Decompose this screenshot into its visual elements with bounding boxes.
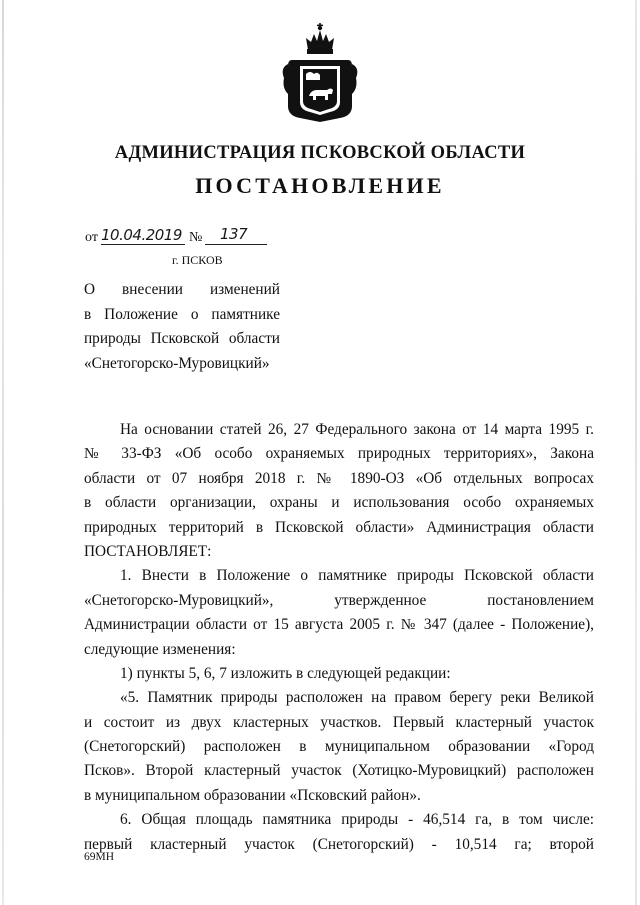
subject-line: «Снетогорско-Муровицкий»: [84, 354, 270, 372]
body-line: природных территорий в Псковской области» Администрация области: [84, 518, 594, 536]
organization-title: АДМИНИСТРАЦИЯ ПСКОВСКОЙ ОБЛАСТИ: [114, 143, 526, 163]
body-line: первый кластерный участок (Снетогорский) - 10,514 га; второй: [84, 835, 594, 853]
body-line: Псков». Второй кластерный участок (Хотицко-Муровицкий) расположен: [84, 762, 594, 780]
date-value: 10.04.2019: [101, 226, 182, 244]
body-line: в области организации, охраны и использования особо охраняемых: [84, 494, 594, 512]
scan-edge-left: [2, 0, 4, 905]
document-body: [84, 418, 594, 857]
body-line: (Снетогорский) расположен в муниципальном образовании «Город: [84, 738, 594, 756]
subject-line: природы Псковской области: [84, 330, 280, 347]
date-prefix: от: [85, 230, 98, 245]
body-line: Администрации области от 15 августа 2005 г. № 347 (далее - Положение),: [84, 616, 594, 634]
body-line: «Снетогорско-Муровицкий», утвержденное постановлением: [84, 591, 594, 609]
document-subject: [84, 278, 280, 376]
registration-line: [85, 225, 285, 247]
body-line: ПОСТАНОВЛЯЕТ:: [84, 542, 212, 560]
pskov-coat-of-arms-icon: [280, 20, 360, 124]
number-prefix: №: [189, 230, 203, 245]
document-type-title: ПОСТАНОВЛЕНИЕ: [195, 173, 445, 198]
subject-line: в Положение о памятнике: [84, 305, 280, 323]
body-line: На основании статей 26, 27 Федерального закона от 14 марта 1995 г.: [120, 421, 594, 438]
body-line: 6. Общая площадь памятника природы - 46,514 га, в том числе:: [120, 811, 594, 829]
footer-code: 69МН: [84, 851, 115, 863]
body-line: в муниципальном образовании «Псковский район».: [84, 786, 421, 804]
scan-edge-right: [635, 0, 637, 905]
body-line: 1. Внести в Положение о памятнике природы Псковской области: [120, 567, 594, 585]
body-line: № 33-ФЗ «Об особо охраняемых природных территориях», Закона: [84, 445, 594, 463]
number-underline: [205, 244, 267, 245]
body-line: области от 07 ноября 2018 г. № 1890-ОЗ «Об отдельных вопросах: [84, 469, 594, 487]
subject-line: О внесении изменений: [84, 281, 280, 298]
body-line: и состоит из двух кластерных участков. Первый кластерный участок: [84, 713, 594, 731]
body-line: «5. Памятник природы расположен на правом берегу реки Великой: [120, 689, 594, 707]
body-line: 1) пункты 5, 6, 7 изложить в следующей редакции:: [120, 664, 451, 682]
number-value: 137: [220, 225, 248, 243]
date-underline: [101, 244, 185, 245]
city-label: г. ПСКОВ: [172, 253, 223, 267]
body-line: следующие изменения:: [84, 640, 236, 658]
